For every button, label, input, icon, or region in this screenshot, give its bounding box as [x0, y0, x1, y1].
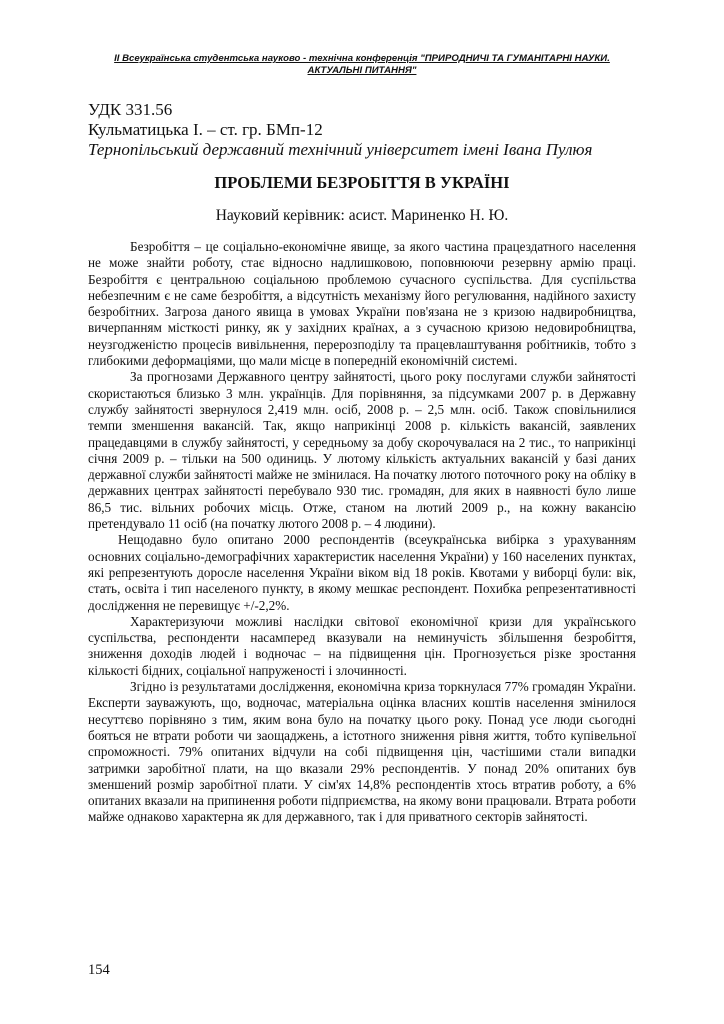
paragraph: Нещодавно було опитано 2000 респондентів (всеукраїнська вибірка з урахуванням основних соціально-демографічних характеристик населення України) у 160 населених пунктах, які репрезентують доросле населення України віком від 18 років. Квотами у виборці були: вік, стать, освіта і тип населеного пункту, в якому мешкає респондент. Похибка репрезентативності дослідження не перевищує +/-2,2%. — [88, 532, 636, 613]
conference-header: II Всеукраїнська студентська науково - технічна конференція "ПРИРОДНИЧІ ТА ГУМАНІТАРНІ НАУКИ. АКТУАЛЬНІ ПИТАННЯ" — [114, 53, 610, 76]
university-line: Тернопільський державний технічний університет імені Івана Пулюя — [88, 140, 593, 159]
paper-title: ПРОБЛЕМИ БЕЗРОБІТТЯ В УКРАЇНІ — [214, 173, 510, 192]
paragraph: Згідно із результатами дослідження, економічна криза торкнулася 77% громадян України. Експерти зауважують, що, водночас, матеріальна оцінка власних коштів населення змінилося несуттєво порівняно з тим, яким вона було на початку цього року. Понад усе люди сьогодні бояться не втрати роботи чи заощаджень, а істотного зниження рівня життя, тобто купівельної спроможності. 79% опитаних відчули на собі підвищення цін, частішими стали випадки затримки заробітної плати, на що вказали 29% респондентів. У понад 20% опитаних був зменшений розмір заробітної плати. У сім'ях 14,8% респондентів хтось втратив роботу, а 6% опитаних вказали на припинення роботи підприємства, на якому вони працювали. Втрата роботи майже однаково характерна як для державного, так і для приватного секторів зайнятості. — [88, 679, 636, 825]
author-line: Кульматицька І. – ст. гр. БМп-12 — [88, 120, 323, 139]
paragraph: Характеризуючи можливі наслідки світової економічної кризи для українського суспільства, респонденти насамперед вказували на неминучість збільшення безробіття, зниження доходів людей і водночас – на підвищення цін. Прогнозується різке зростання кількості бідних, соціальної напруженості і злочинності. — [88, 613, 636, 678]
page-number: 154 — [88, 962, 110, 978]
supervisor-line: Науковий керівник: асист. Мариненко Н. Ю. — [215, 207, 509, 224]
paragraph: Безробіття – це соціально-економічне явище, за якого частина працездатного населення не може знайти роботу, стає відносно надлишковою, поповнюючи резервну армію праці. Безробіття є центральною соціальною проблемою сучасного суспільства. Для суспільства небезпечним є не саме безробіття, а відсутність механізму його регулювання, надійного захисту безробітних. Загроза даного явища в умовах України пов'язана не з кризою надвиробництва, вичерпанням місткості ринку, як у західних країнах, а з сучасною кризою недовиробництва, неузгодженістю процесів вивільнення, перерозподілу та працевлаштування робітників, тобто з глибокими деформаціями, що мали місце в попередній економічній системі. — [88, 239, 636, 369]
udk-code: УДК 331.56 — [88, 100, 173, 119]
paper-body — [88, 239, 636, 826]
paragraph: За прогнозами Державного центру зайнятості, цього року послугами служби зайнятості скористаються близько 3 млн. українців. Для порівняння, за підсумками 2007 р. в Державну службу зайнятості звернулося 2,419 млн. осіб, 2008 р. – 2,5 млн. осіб. Також сповільнилися темпи зменшення вакансій. Так, якщо наприкінці 2008 р. кількість вакансій, заявлених працедавцями в службу зайнятості, у середньому за добу скорочувалася на 2 тис., то наприкінці січня 2009 р. – тільки на 500 одиниць. У лютому кількість актуальних вакансій у базі даних державної служби зайнятості майже не змінилася. На початку лютого поточного року на обліку в державних центрах зайнятості перебувало 930 тис. громадян, для яких в наявності було лише 86,5 тис. вільних робочих місць. Отже, станом на лютий 2009 р., на кожну вакансію претендувало 11 осіб (на початку лютого 2008 р. – 4 людини). — [88, 369, 636, 532]
